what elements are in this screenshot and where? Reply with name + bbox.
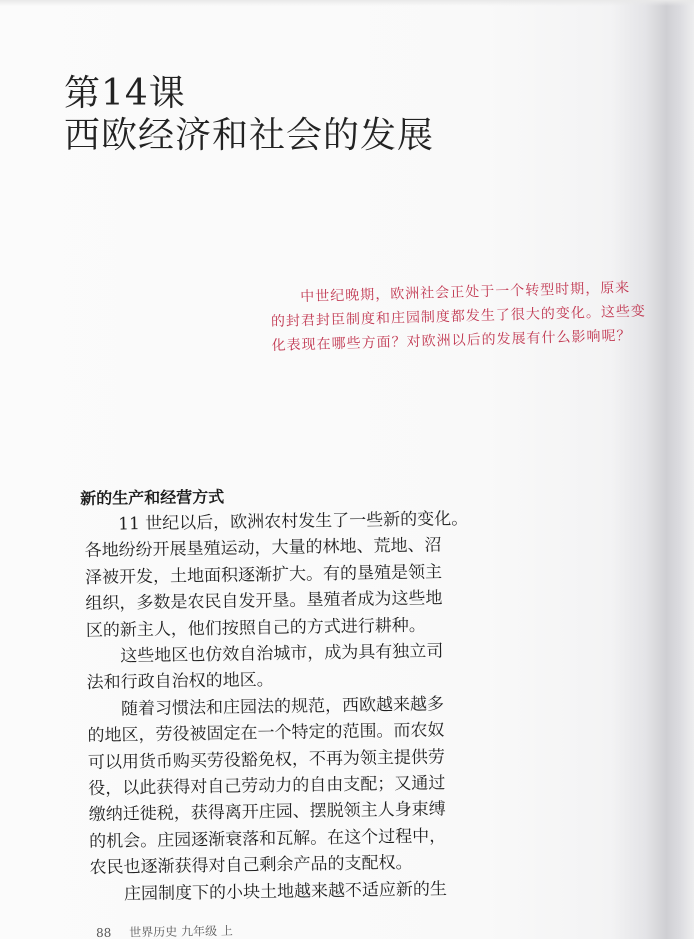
intro-line: 化表现在哪些方面？对欧洲以后的发展有什么影响呢？ — [271, 327, 632, 354]
book-title: 世界历史 九年级 上 — [129, 923, 233, 940]
body-line: 庄园制度下的小块土地越来越不适应新的生 — [123, 879, 448, 905]
body-line: 役，以此获得对自己劳动力的自由支配；又通过 — [88, 773, 446, 800]
lesson-number: 第14课 — [64, 73, 186, 114]
body-line: 区的新主人，他们按照自己的方式进行耕种。 — [85, 615, 426, 641]
lesson-title: 西欧经济和社会的发展 — [64, 115, 435, 156]
section-heading: 新的生产和经营方式 — [80, 487, 225, 508]
body-line: 泽被开发，土地面积逐渐扩大。有的垦殖是领主 — [84, 562, 443, 588]
body-line: 组织，多数是农民自发开垦。垦殖者成为这些地 — [85, 588, 443, 615]
page-footer — [96, 924, 233, 940]
page-top-edge — [0, 0, 694, 6]
body-line: 11 世纪以后，欧洲农村发生了一些新的变化。 — [118, 508, 469, 535]
body-line: 各地纷纷开展垦殖运动，大量的林地、荒地、沼 — [84, 535, 442, 562]
body-line: 的地区，劳役被固定在一个特定的范围。而农奴 — [87, 720, 445, 747]
body-line: 这些地区也仿效自治城市，成为具有独立司 — [120, 641, 444, 667]
intro-line: 中世纪晚期，欧洲社会正处于一个转型时期，原来 — [300, 279, 631, 306]
body-line: 法和行政自治权的地区。 — [86, 670, 274, 694]
body-line: 农民也逐渐获得对自己剩余产品的支配权。 — [89, 853, 413, 879]
body-line: 可以用货币购买劳役豁免权，不再为领主提供劳 — [87, 747, 446, 773]
intro-line: 的封君封臣制度和庄园制度都发生了很大的变化。这些变 — [270, 303, 647, 330]
body-line: 随着习惯法和庄园法的规范，西欧越来越多 — [120, 694, 445, 720]
lesson-intro — [270, 275, 652, 358]
page-number: 88 — [96, 925, 112, 940]
section-body — [84, 506, 490, 908]
body-line: 的机会。庄园逐渐衰落和瓦解。在这个过程中， — [89, 826, 447, 852]
body-line: 缴纳迁徙税，获得离开庄园、摆脱领主人身束缚 — [88, 799, 446, 826]
